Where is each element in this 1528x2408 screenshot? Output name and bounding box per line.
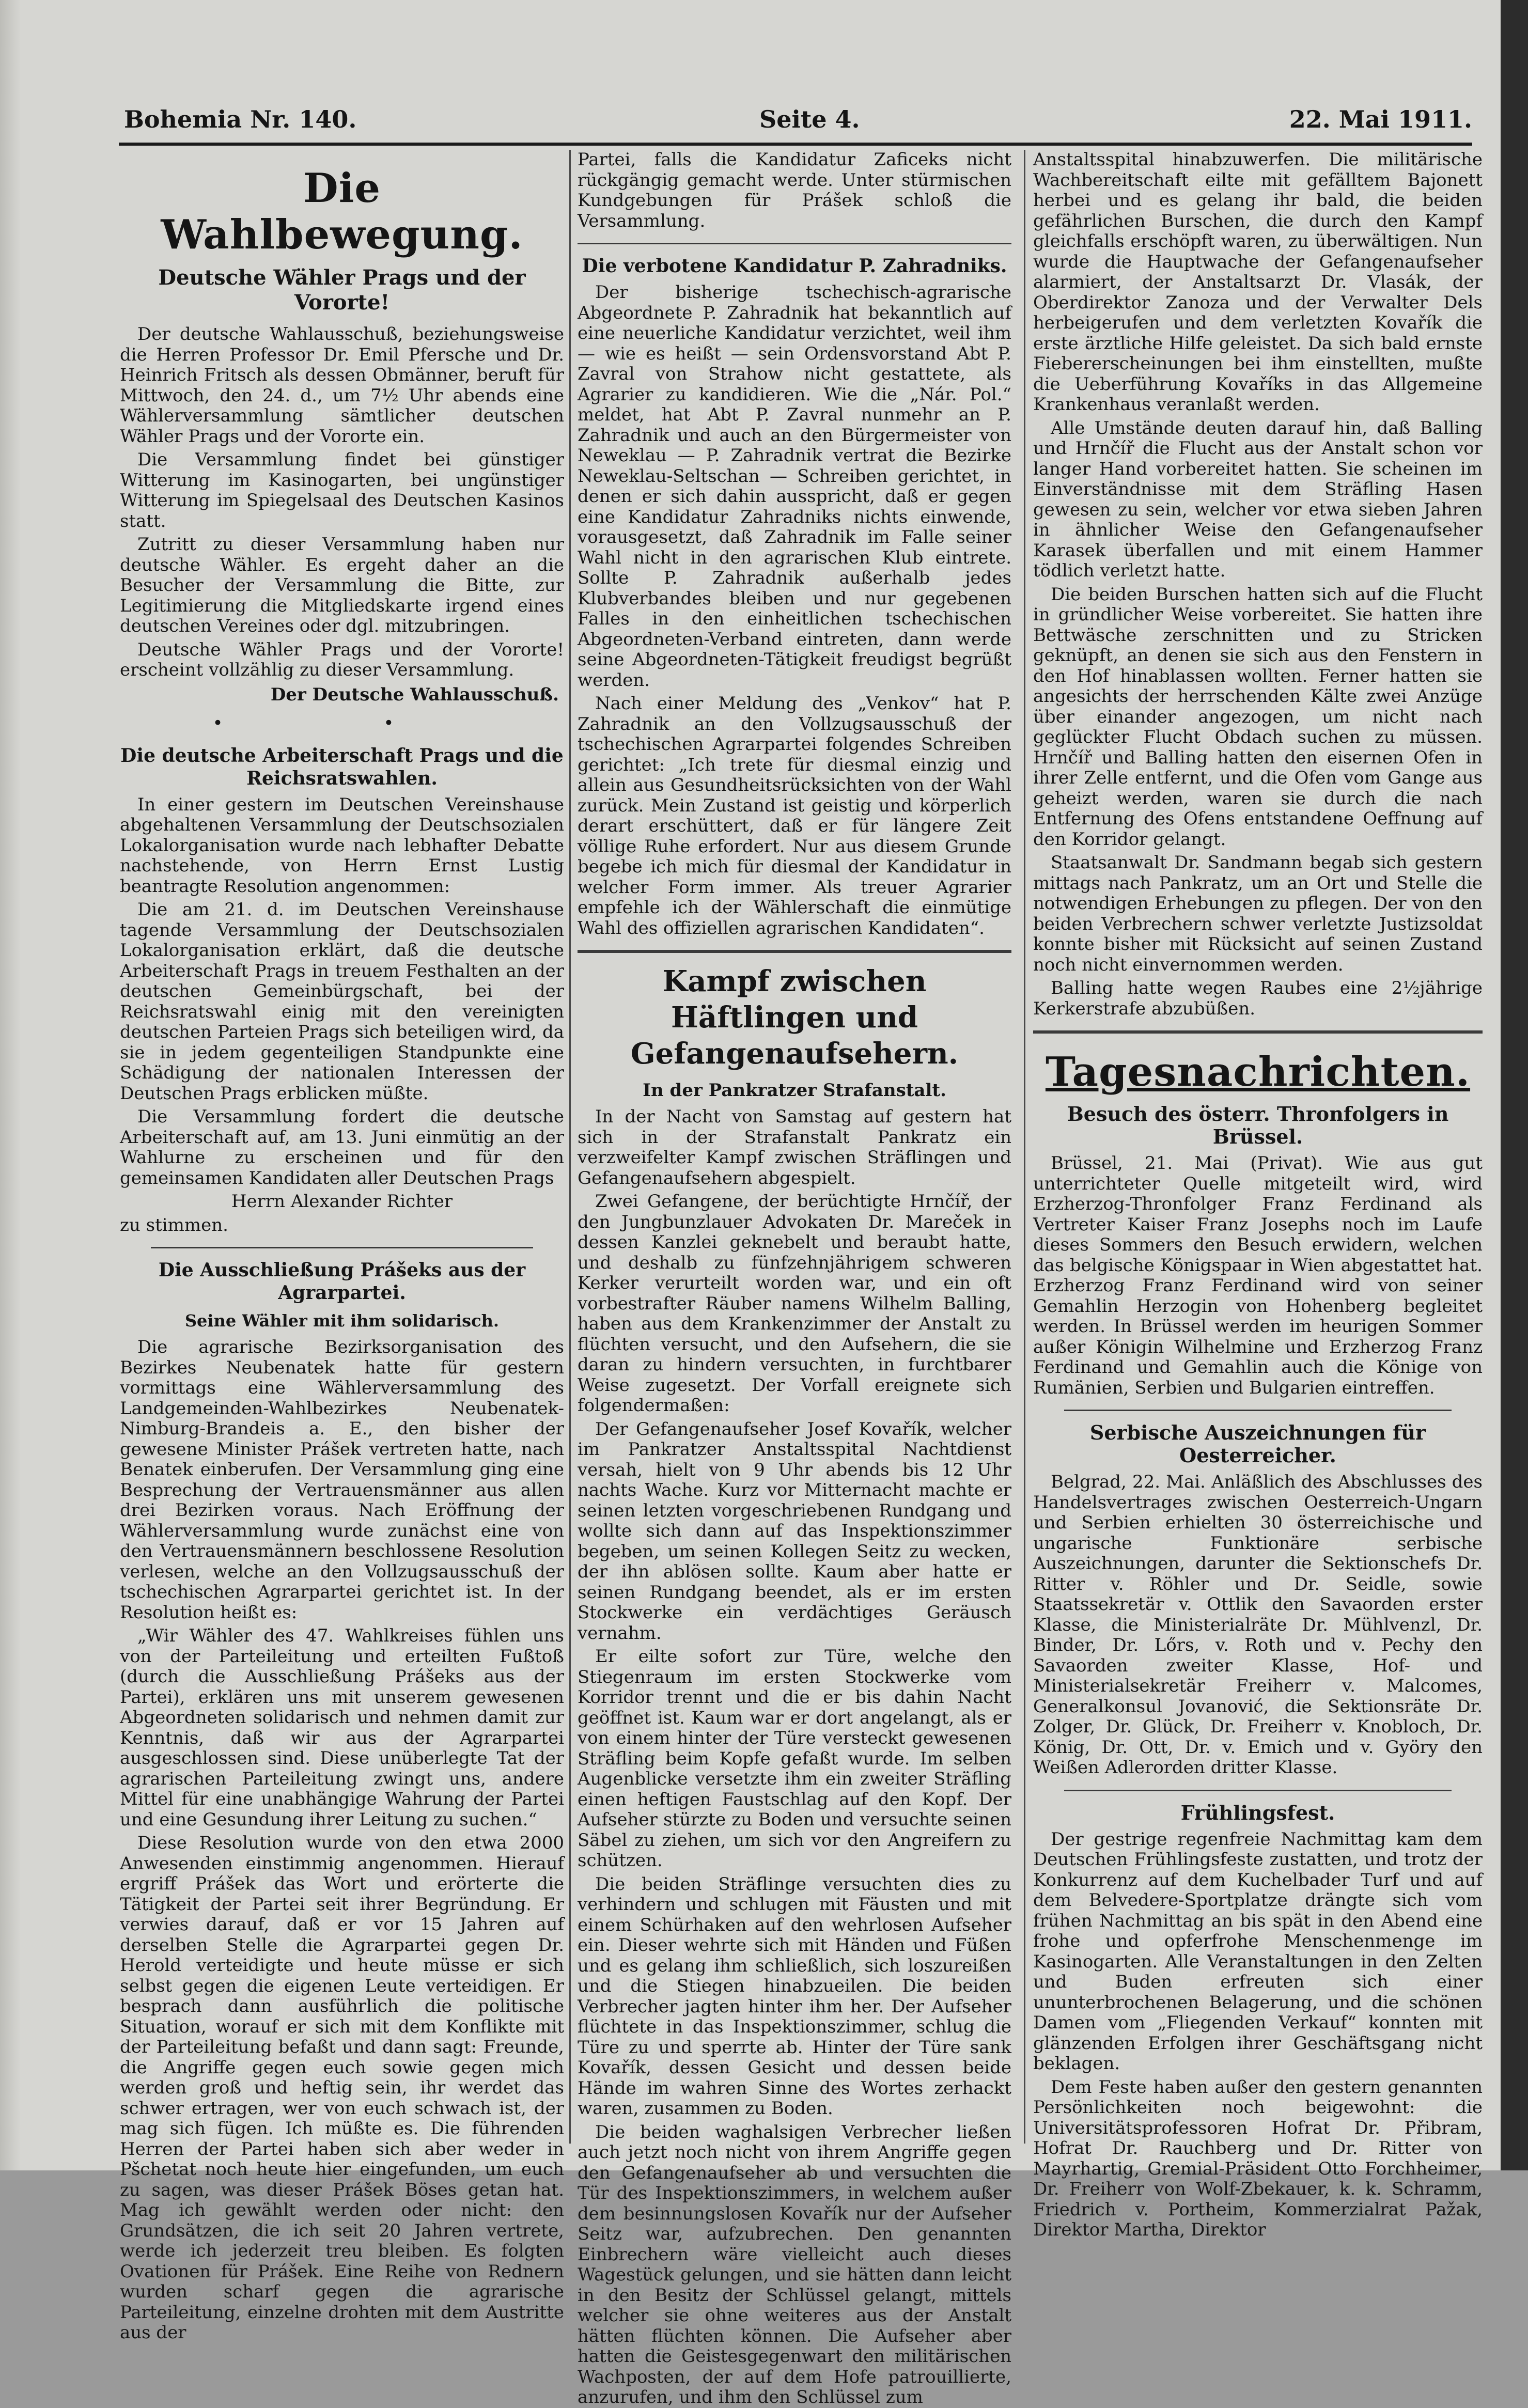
section-title: Tagesnachrichten. [1045,1049,1471,1096]
paragraph: Die am 21. d. im Deutschen Vereinshause tagende Versammlung der Deutschsozialen Lokalorganisation erklärt, daß die deutsche Arbeiterschaft Prags in treuem Festhalten an der deutschen Gemeinbürgschaft, bei der Reichsratswahl einig mit den vereinigten deutschen Parteien Prags sich beteiligen wird, da sie in jedem gegenteiligen Standpunkte eine Schädigung der nationalen Interessen der Deutschen Prags erblicken müßte. [120,899,564,1104]
divider [151,1247,533,1248]
article-subtitle: Deutsche Wähler Prags und der Vororte! [158,265,526,315]
article-title: Die verbotene Kandidatur P. Zahradniks. [582,255,1007,277]
page-header [119,101,1472,146]
column-divider [569,150,571,2144]
article-subtitle: In der Pankratzer Strafanstalt. [643,1080,946,1101]
page-shadow [0,0,21,2170]
paragraph: Anstaltsspital hinabzuwerfen. Die militärische Wachbereitschaft eilte mit gefälltem Bajonett herbei und es gelang ihr bald, die beiden gefährlichen Burschen, die durch den Kampf gleichfalls erschöpft waren, zu überwältigen. Nun wurde die Hauptwache der Gefangenaufseher alarmiert, der Anstaltsarzt Dr. Vlasák, der Oberdirektor Zanoza und der Verwalter Dels herbeigerufen und dem verletzten Kovařík die erste ärztliche Hilfe geleistet. Da sich bald ernste Fiebererscheinungen bei ihm einstellten, mußte die Ueberführung Kovaříks in das Allgemeine Krankenhaus veranlaßt werden. [1033,149,1483,415]
article-title: Die Wahlbewegung. [161,165,523,258]
paragraph: Diese Resolution wurde von den etwa 2000 Anwesenden einstimmig angenommen. Hierauf ergriff Prášek das Wort und erörterte die Tätigkeit der Partei seit ihrer Begründung. Er verwies darauf, daß er vor 15 Jahren auf derselben Stelle die Agrarpartei gegen Dr. Herold verteidigte und heute müsse er sich selbst gegen die eigenen Leute verteidigen. Er besprach dann ausführlich die politische Situation, worauf er sich mit dem Konflikte mit der Parteileitung befaßt und dann sagt: Freunde, die Angriffe gegen euch sowie gegen mich werden groß und heftig sein, ihr werdet das schwer ertragen, wer von euch schwach ist, der mag sich fügen. Ich müßte es. Die führenden Herren der Partei haben sich aber weder in Pšchetat noch heute hier eingefunden, um euch zu sagen, was dieser Prášek Böses getan hat. Mag ich gewählt werden oder nicht: den Grundsätzen, die ich seit 20 Jahren vertrete, werde ich jederzeit treu bleiben. Es folgten Ovationen für Prášek. Eine Reihe von Rednern wurden scharf gegen die agrarische Parteileitung, einzelne drohten mit dem Austritte aus der [120,1833,564,2343]
divider [578,243,1011,244]
article-subtitle: Seine Wähler mit ihm solidarisch. [184,1311,500,1331]
candidate-name: Herrn Alexander Richter [231,1191,453,1212]
column-2 [578,149,1011,2407]
article-title: Die Ausschließung Prášeks aus der Agrarpartei. [158,1259,526,1304]
paragraph: Der gestrige regenfreie Nachmittag kam dem Deutschen Frühlingsfeste zustatten, und trotz der Konkurrenz auf dem Kuchelbader Turf und auf dem Belvedere-Sportplatze drängte sich vom frühen Nachmittag an bis spät in den Abend eine frohe und opferfrohe Menschenmenge im Kasinogarten. Alle Veranstaltungen in den Zelten und Buden erfreuten sich einer ununterbrochenen Belagerung, und die schönen Damen vom „Fliegenden Verkauf“ konnten mit glänzenden Erfolgen ihrer Geschäftsgang nicht beklagen. [1033,1828,1483,2074]
article-title: Serbische Auszeichnungen für Oesterreicher. [1089,1421,1426,1467]
paragraph: Nach einer Meldung des „Venkov“ hat P. Zahradnik an den Vollzugsausschuß der tschechischen Agrarpartei folgendes Schreiben gerichtet: „Ich trete für diesmal einzig und allein aus Gesundheitsrücksichten von der Wahl zurück. Mein Zustand ist geistig und körperlich derart erschüttert, daß er für längere Zeit völlige Ruhe erfordert. Nur aus diesem Grunde begebe ich mich für diesmal der Kandidatur in welcher Form immer. Als treuer Agrarier empfehle ich der Wählerschaft die einmütige Wahl des offiziellen agrarischen Kandidaten“. [578,693,1011,939]
resolution-quote: „Wir Wähler des 47. Wahlkreises fühlen uns von der Parteileitung und erteilten Fußtoß (durch die Ausschließung Prášeks aus der Partei), erklären uns mit unserem gewesenen Abgeordneten solidarisch und nehmen damit zur Kenntnis, daß wir aus der Agrarpartei ausgeschlossen sind. Diese unüberlegte Tat der agrarischen Parteileitung zwingt uns, andere Mittel für eine unabhängige Wahrung der Partei und eine Gesundung ihrer Leitung zu suchen.“ [120,1625,564,1830]
paragraph: Belgrad, 22. Mai. Anläßlich des Abschlusses des Handelsvertrages zwischen Oesterreich-Ungarn und Serbien erhielten 30 österreichische und ungarische Funktionäre serbische Auszeichnungen, darunter die Sektionschefs Dr. Ritter v. Röhler und Dr. Seidle, sowie Staatssekretär v. Ottlik den Savaorden erster Klasse, die Ministerialräte Dr. Mühlvenzl, Dr. Binder, Dr. Lőrs, v. Roth und v. Pechy den Savaorden zweiter Klasse, Hof- und Ministerialsekretär Freiherr v. Malcomes, Generalkonsul Jovanović, die Sektionsräte Dr. Zolger, Dr. Glück, Dr. Freiherr v. Knobloch, Dr. König, Dr. Ott, Dr. v. Emich und v. Györy den Weißen Adlerorden dritter Klasse. [1033,1472,1483,1778]
article-title: Kampf zwischen Häftlingen und Gefangenaufsehern. [630,964,959,1071]
header-page-number: Seite 4. [759,105,860,133]
article-title: Frühlingsfest. [1180,1801,1335,1824]
paragraph: Deutsche Wähler Prags und der Vororte! erscheint vollzählig zu dieser Versammlung. [120,639,564,680]
column-3 [1033,149,1483,2240]
paragraph: In der Nacht von Samstag auf gestern hat sich in der Strafanstalt Pankratz ein verzweifelter Kampf zwischen Sträflingen und Gefangenaufsehern abgespielt. [578,1106,1011,1189]
paragraph: Der deutsche Wahlausschuß, beziehungsweise die Herren Professor Dr. Emil Pfersche und Dr. Heinrich Fritsch als dessen Obmänner, beruft für Mittwoch, den 24. d., um 7½ Uhr abends eine Wählerversammlung sämtlicher deutschen Wähler Prags und der Vororte ein. [120,324,564,447]
column-1 [120,150,564,2343]
divider [578,950,1011,953]
paragraph: Alle Umstände deuten darauf hin, daß Balling und Hrnčíř die Flucht aus der Anstalt schon vor langer Hand vorbereitet hatten. Sie scheinen im Einverständnisse mit dem Sträfling Hasen gewesen zu sein, welcher vor etwa sieben Jahren in ähnlicher Weise den Gefangenaufseher Karasek überfallen und mit einem Hammer tödlich verletzt hatte. [1033,417,1483,581]
divider [1064,1410,1452,1411]
paragraph: Dem Feste haben außer den gestern genannten Persönlichkeiten noch beigewohnt: die Universitätsprofessoren Hofrat Dr. Přibram, Hofrat Dr. Rauchberg und Dr. Ritter von Mayrhartig, Gremial-Präsident Otto Forchheimer, Dr. Freiherr von Wolf-Zbekauer, k. k. Schramm, Friedrich v. Portheim, Kommerzialrat Pažak, Direktor Martha, Direktor [1033,2076,1483,2240]
paragraph: Die Versammlung findet bei günstiger Witterung im Kasinogarten, bei ungünstiger Witterung im Spiegelsaal des Deutschen Kasinos statt. [120,449,564,531]
article-title: Die deutsche Arbeiterschaft Prags und die Reichsratswahlen. [120,744,564,789]
divider [1033,1030,1483,1034]
paragraph: In einer gestern im Deutschen Vereinshause abgehaltenen Versammlung der Deutschsozialen Lokalorganisation wurde nach lebhafter Debatte nachstehende, von Herrn Ernst Lustig beantragte Resolution angenommen: [120,794,564,897]
paragraph: Die Versammlung fordert die deutsche Arbeiterschaft auf, am 13. Juni einmütig an der Wahlurne zu erscheinen und für den gemeinsamen Kandidaten aller Deutschen Prags [120,1106,564,1189]
divider [1064,1790,1452,1791]
paragraph: Die beiden Sträflinge versuchten dies zu verhindern und schlugen mit Fäusten und mit einem Schürhaken auf den wehrlosen Aufseher ein. Dieser wehrte sich mit Händen und Füßen und es gelang ihm schließlich, sich loszureißen und die Stiegen hinabzueilen. Die beiden Verbrecher jagten hinter ihm her. Der Aufseher flüchtete in das Inspektionszimmer, schlug die Türe zu und sperrte ab. Hinter der Türe sank Kovařík, dessen Gesicht und dessen beide Hände im wahren Sinne des Wortes zerhackt waren, zusammen zu Boden. [578,1873,1011,2119]
scan-edge [1501,0,1528,2170]
paragraph: Zwei Gefangene, der berüchtigte Hrnčíř, der den Jungbunzlauer Advokaten Dr. Mareček in dessen Kanzlei geknebelt und beraubt hatte, und deshalb zu fünfzehnjährigem schweren Kerker verurteilt worden war, und ein oft vorbestrafter Räuber namens Wilhelm Balling, haben aus dem Krankenzimmer der Anstalt zu flüchten versucht, und den Aufsehern, die sie daran zu hindern versuchten, in furchtbarer Weise zugesetzt. Der Vorfall ereignete sich folgendermaßen: [578,1191,1011,1416]
paragraph: Der Gefangenaufseher Josef Kovařík, welcher im Pankratzer Anstaltsspital Nachtdienst versah, hielt von 9 Uhr abends bis 12 Uhr nachts Wache. Kurz vor Mitternacht machte er seinen letzten vorgeschriebenen Rundgang und wollte sich dann auf das Inspektionszimmer begeben, um seinen Kollegen Seitz zu wecken, der ihn ablösen sollte. Kaum aber hatte er seinen Rundgang beendet, als er im ersten Stockwerke ein verdächtiges Geräusch vernahm. [578,1418,1011,1644]
paragraph: zu stimmen. [120,1214,228,1236]
separator-bullets: • • [212,713,472,733]
paragraph: Zutritt zu dieser Versammlung haben nur deutsche Wähler. Es ergeht daher an die Besucher der Versammlung die Bitte, zur Legitimierung die Mitgliedskarte irgend eines deutschen Vereines oder dgl. mitzubringen. [120,534,564,636]
paragraph: Er eilte sofort zur Türe, welche den Stiegenraum im ersten Stockwerke vom Korridor trennt und die er bis dahin Nacht geöffnet ist. Kaum war er dort angelangt, als er von einem hinter der Türe versteckt gewesenen Sträfling beim Kopfe gefaßt wurde. Im selben Augenblicke versetzte ihm ein zweiter Sträfling einen heftigen Faustschlag auf den Kopf. Der Aufseher stürzte zu Boden und versuchte seinen Säbel zu ziehen, um sich vor den Angreifern zu schützen. [578,1646,1011,1871]
header-date: 22. Mai 1911. [1289,105,1472,133]
paragraph: Balling hatte wegen Raubes eine 2½jährige Kerkerstrafe abzubüßen. [1033,978,1483,1019]
header-issue: Bohemia Nr. 140. [124,105,357,133]
article-title: Besuch des österr. Thronfolgers in Brüssel. [1067,1102,1449,1148]
column-divider [1024,150,1025,2144]
paragraph: Partei, falls die Kandidatur Zaficeks nicht rückgängig gemacht werde. Unter stürmischen Kundgebungen für Prášek schloß die Versammlung. [578,149,1011,231]
signature: Der Deutsche Wahlausschuß. [270,684,559,705]
paragraph: Der bisherige tschechisch-agrarische Abgeordnete P. Zahradnik hat bekanntlich auf eine neuerliche Kandidatur verzichtet, weil ihm — wie es heißt — sein Ordensvorstand Abt P. Zavral von Strahow nicht gestattete, als Agrarier zu kandidieren. Wie die „Nár. Pol.“ meldet, hat Abt P. Zavral nunmehr an P. Zahradnik und auch an den Bürgermeister von Neweklau — P. Zahradnik vertrat die Bezirke Neweklau-Seltschan — Schreiben gerichtet, in denen er sich dahin ausspricht, daß er gegen eine Kandidatur Zahradniks nichts einwende, vorausgesetzt, daß Zahradnik im Falle seiner Wahl nicht in den agrarischen Klub eintrete. Sollte P. Zahradnik außerhalb jedes Klubverbandes bleiben und nur gegebenen Falles in den einheitlichen tschechischen Abgeordneten-Verband eintreten, dann werde seine Abgeordneten-Tätigkeit freudigst begrüßt werden. [578,282,1011,691]
paragraph: Die agrarische Bezirksorganisation des Bezirkes Neubenatek hatte für gestern vormittags eine Wählerversammlung des Landgemeinden-Wahlbezirkes Neubenatek-Nimburg-Brandeis a. E., den bisher der gewesene Minister Prášek vertreten hatte, nach Benatek einberufen. Der Versammlung ging eine Besprechung der Vertrauensmänner aus allen drei Bezirken voraus. Nach Eröffnung der Wählerversammlung wurde zunächst eine von den Vertrauensmännern beschlossene Resolution verlesen, welche an den Vollzugsausschuß der tschechischen Agrarpartei gerichtet ist. In der Resolution heißt es: [120,1337,564,1623]
paragraph: Die beiden Burschen hatten sich auf die Flucht in gründlicher Weise vorbereitet. Sie hatten ihre Bettwäsche zerschnitten und zu Stricken geknüpft, an denen sie sich aus den Fenstern in den Hof hinablassen wollten. Ferner hatten sie angesichts der herrschenden Kälte zwei Anzüge über einander angezogen, um nicht nach geglückter Flucht Obdach suchen zu müssen. Hrnčíř und Balling hatten den eisernen Ofen in ihrer Zelle entfernt, und die Ofen vom Gange aus geheizt werden, waren sie durch die nach Entfernung des Ofens entstandene Oeffnung auf den Korridor gelangt. [1033,584,1483,850]
paragraph: Die beiden waghalsigen Verbrecher ließen auch jetzt noch nicht von ihrem Angriffe gegen den Gefangenaufseher ab und versuchten die Tür des Inspektionszimmers, in welchem außer dem besinnungslosen Kovařík nur der Aufseher Seitz war, aufzubrechen. Den genannten Einbrechern wäre vielleicht auch dieses Wagestück gelungen, und sie hätten dann leicht in den Besitz der Schlüssel gelangt, mittels welcher sie ohne weiteres aus der Anstalt hätten flüchten können. Die Aufseher aber hatten die Geistesgegenwart den militärischen Wachposten, der auf dem Hofe patrouillierte, anzurufen, und ihm den Schlüssel zum [578,2121,1011,2407]
paragraph: Staatsanwalt Dr. Sandmann begab sich gestern mittags nach Pankratz, um an Ort und Stelle die notwendigen Erhebungen zu pflegen. Der von den beiden Verbrechern schwer verletzte Justizsoldat konnte bisher mit Rücksicht auf seinen Zustand noch nicht einvernommen werden. [1033,852,1483,975]
paragraph: Brüssel, 21. Mai (Privat). Wie aus gut unterrichteter Quelle mitgeteilt wird, wird Erzherzog-Thronfolger Franz Ferdinand als Vertreter Kaiser Franz Josephs noch im Laufe dieses Sommers den Besuch erwidern, welchen das belgische Königspaar in Wien abgestattet hat. Erzherzog Franz Ferdinand wird von seiner Gemahlin Herzogin von Hohenberg begleitet werden. In Brüssel werden im heurigen Sommer außer Königin Wilhelmine und Erzherzog Franz Ferdinand und Gemahlin auch die Könige von Rumänien, Serbien und Bulgarien eintreffen. [1033,1153,1483,1398]
